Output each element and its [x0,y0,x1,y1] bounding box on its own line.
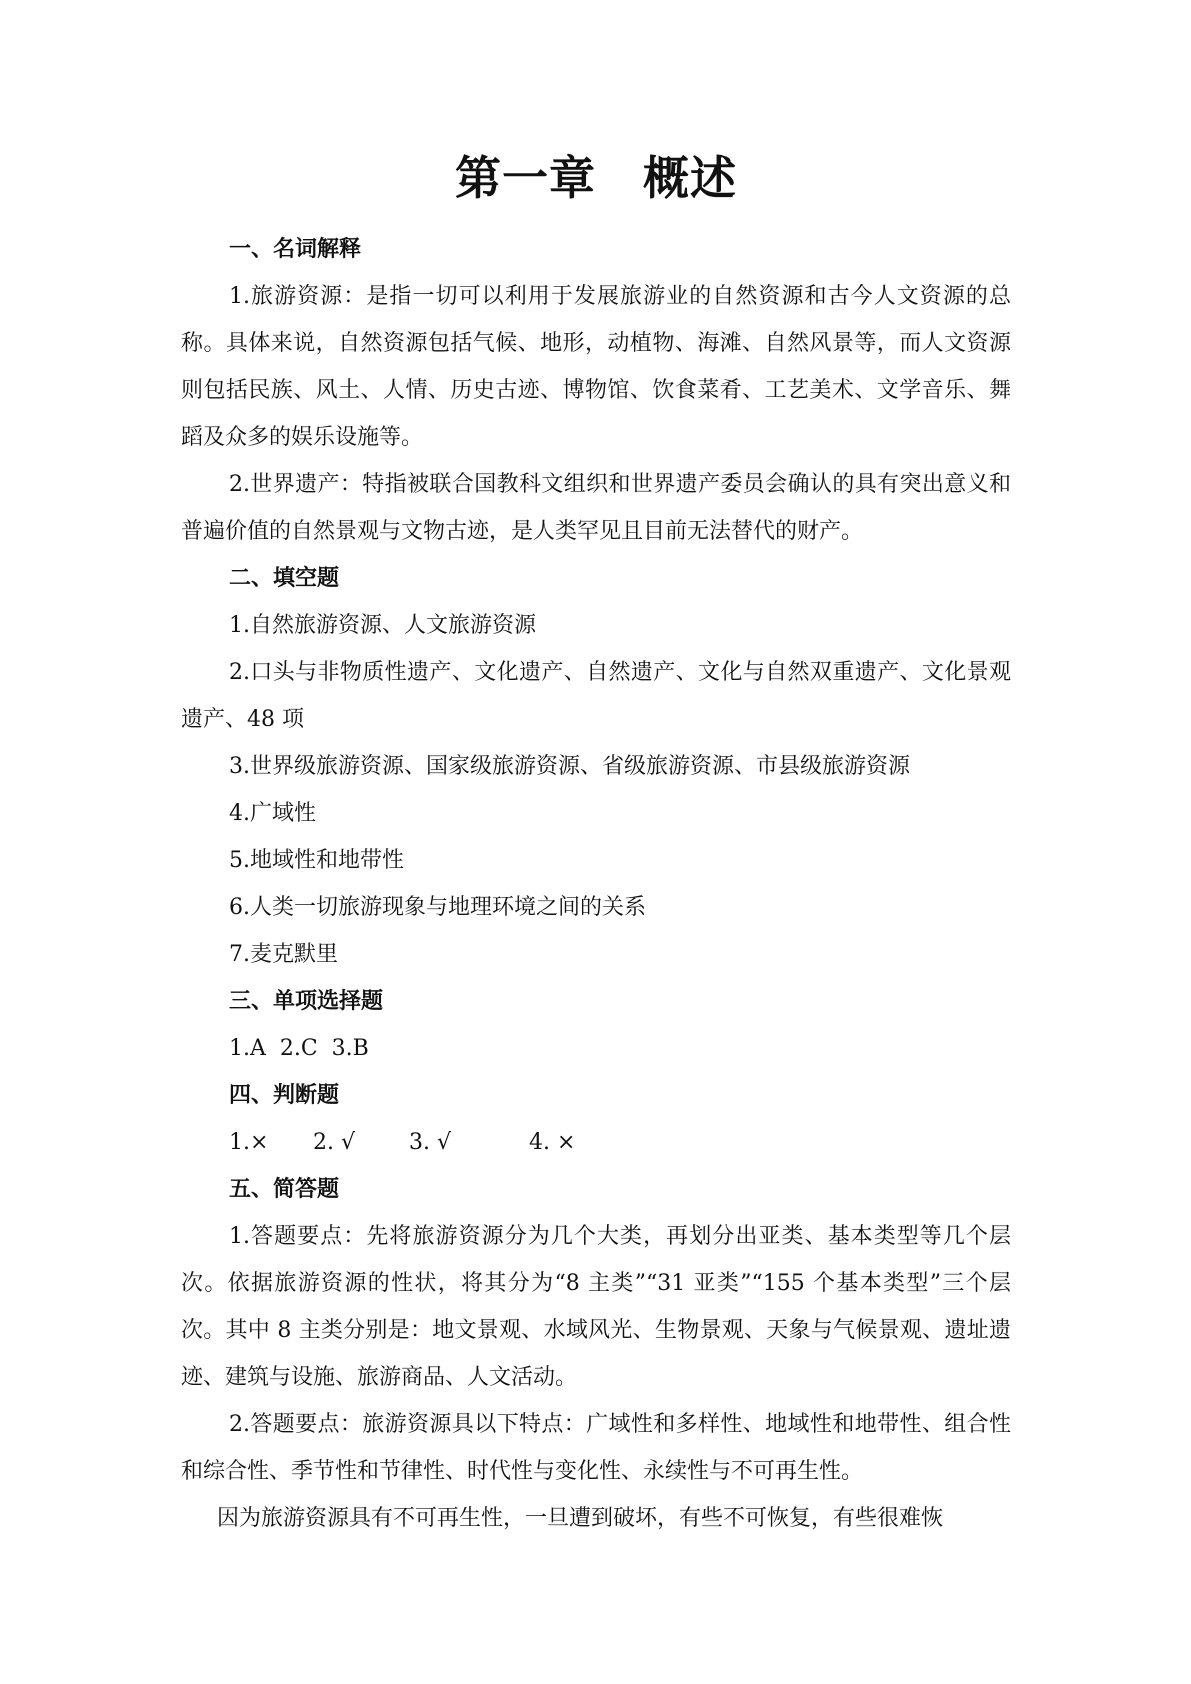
fill-blank-answer-1: 1.自然旅游资源、人文旅游资源 [229,613,536,638]
single-choice-answers: 1.A 2.C 3.B [229,1036,369,1061]
definition-world-heritage: 2.世界遗产：特指被联合国教科文组织和世界遗产委员会确认的具有突出意义和普遍价值的自然景观与文物古迹，是人类罕见且目前无法替代的财产。 [181,472,1011,544]
true-false-answer-1: 1.× [229,1130,269,1155]
true-false-answers [181,1119,1011,1166]
fill-blank-answer-7: 7.麦克默里 [229,942,338,967]
true-false-answer-2: 2. √ [313,1130,356,1155]
section-heading-terms: 一、名词解释 [229,237,362,262]
fill-blank-answer-6: 6.人类一切旅游现象与地理环境之间的关系 [229,895,646,920]
section-heading-single-choice: 三、单项选择题 [229,989,384,1014]
section-heading-fill-blank: 二、填空题 [229,566,340,591]
section-heading-short-answer: 五、简答题 [229,1177,340,1202]
fill-blank-answer-3: 3.世界级旅游资源、国家级旅游资源、省级旅游资源、市县级旅游资源 [229,754,910,779]
section-heading-true-false: 四、判断题 [229,1083,340,1108]
short-answer-1: 1.答题要点：先将旅游资源分为几个大类，再划分出亚类、基本类型等几个层次。依据旅游资源的性状，将其分为“8 主类”“31 亚类”“155 个基本类型”三个层次。其中 8 主类分别是：地文景观、水域风光、生物景观、天象与气候景观、遗址遗迹、建筑与设施、旅游商品、人文活动。 [181,1224,1011,1390]
fill-blank-answer-2: 2.口头与非物质性遗产、文化遗产、自然遗产、文化与自然双重遗产、文化景观遗产、48 项 [181,660,1011,732]
fill-blank-answer-4: 4.广域性 [229,801,316,826]
chapter-title: 第一章 概述 [455,151,737,205]
true-false-answer-3: 3. √ [409,1130,452,1155]
true-false-answer-4: 4. × [529,1130,576,1155]
definition-tourism-resources: 1.旅游资源：是指一切可以利用于发展旅游业的自然资源和古今人文资源的总称。具体来说，自然资源包括气候、地形，动植物、海滩、自然风景等，而人文资源则包括民族、风土、人情、历史古迹、博物馆、饮食菜肴、工艺美术、文学音乐、舞蹈及众多的娱乐设施等。 [181,284,1011,450]
page-content [181,146,1011,1542]
short-answer-2-continued: 因为旅游资源具有不可再生性，一旦遭到破坏，有些不可恢复，有些很难恢 [217,1506,944,1531]
short-answer-2: 2.答题要点：旅游资源具以下特点：广域性和多样性、地域性和地带性、组合性和综合性、季节性和节律性、时代性与变化性、永续性与不可再生性。 [181,1412,1011,1484]
fill-blank-answer-5: 5.地域性和地带性 [229,848,404,873]
